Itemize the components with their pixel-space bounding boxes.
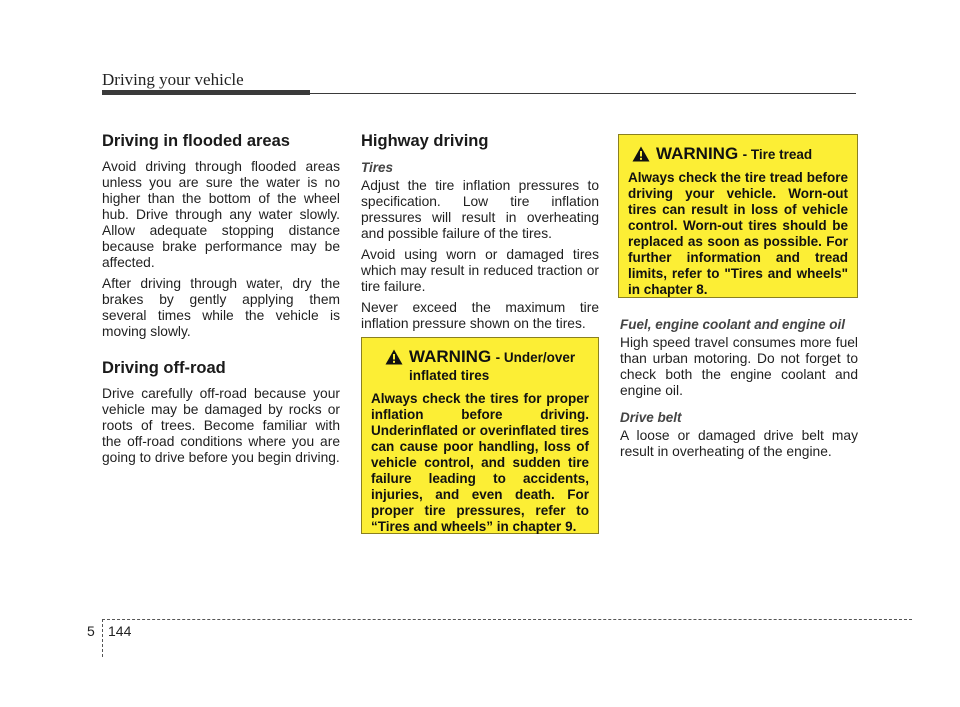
warning-subtitle: - Under/over inflated tires: [409, 350, 576, 383]
fuel-paragraph: High speed travel consumes more fuel than urban motoring. Do not forget to check both the engine coolant and engine oil.: [620, 335, 858, 398]
off-road-heading: Driving off-road: [102, 359, 226, 377]
footer-chapter-number: 5: [87, 623, 95, 639]
flooded-paragraph-1: Avoid driving through flooded areas unless you are sure the water is no higher than the bottom of the wheel hub. Drive through any water slowly. Allow adequate stopping distance because brake performance may be affected.: [102, 159, 340, 270]
highway-driving-heading: Highway driving: [361, 132, 489, 150]
warning-body: Always check the tire tread before driving your vehicle. Worn-out tires can result in loss of vehicle control. Worn-out tires should be replaced as soon as possible. For further information and tread limits, refer to "Tires and wheels" in chapter 8.: [628, 170, 848, 297]
column-right: [620, 316, 858, 465]
footer-page-number: 144: [108, 623, 132, 639]
footer-dashed-divider: [102, 619, 103, 657]
off-road-paragraph: Drive carefully off-road because your vehicle may be damaged by rocks or roots of trees. Become familiar with the off-road conditions where you are going to drive before you begin driving.: [102, 386, 340, 465]
warning-box-tire-tread: [618, 134, 858, 298]
footer-dashed-rule: [102, 619, 912, 620]
warning-subtitle: - Tire tread: [742, 147, 813, 162]
tires-subheading: Tires: [361, 160, 394, 175]
tires-paragraph-2: Avoid using worn or damaged tires which may result in reduced traction or tire failure.: [361, 247, 599, 294]
header-rule-thick: [102, 90, 310, 95]
flooded-paragraph-2: After driving through water, dry the brakes by gently applying them several times while the vehicle is moving slowly.: [102, 276, 340, 339]
warning-label: WARNING: [409, 347, 492, 366]
drive-belt-paragraph: A loose or damaged drive belt may result in overheating of the engine.: [620, 428, 858, 459]
flooded-areas-heading: Driving in flooded areas: [102, 132, 290, 150]
warning-box-inflated-tires: [361, 337, 599, 534]
warning-header: [628, 144, 848, 164]
header-rule-thin: [310, 93, 856, 94]
warning-label: WARNING: [656, 144, 739, 163]
tires-paragraph-3: Never exceed the maximum tire inflation pressure shown on the tires.: [361, 300, 599, 331]
warning-body: Always check the tires for proper inflation before driving. Underinflated or overinflated tires can cause poor handling, loss of vehicle control, and sudden tire failure leading to accidents, injuries, and even death. For proper tire pressures, refer to “Tires and wheels” in chapter 9.: [371, 391, 589, 534]
warning-header: [371, 347, 589, 385]
column-left: [102, 131, 340, 471]
warning-triangle-icon: [632, 146, 650, 162]
page-header-title: Driving your vehicle: [102, 70, 244, 89]
warning-triangle-icon: [385, 349, 403, 365]
fuel-coolant-oil-subheading: Fuel, engine coolant and engine oil: [620, 317, 846, 332]
column-middle: [361, 131, 599, 337]
tires-paragraph-1: Adjust the tire inflation pressures to specification. Low tire inflation pressures will result in overheating and possible failure of the tires.: [361, 178, 599, 241]
drive-belt-subheading: Drive belt: [620, 410, 682, 425]
